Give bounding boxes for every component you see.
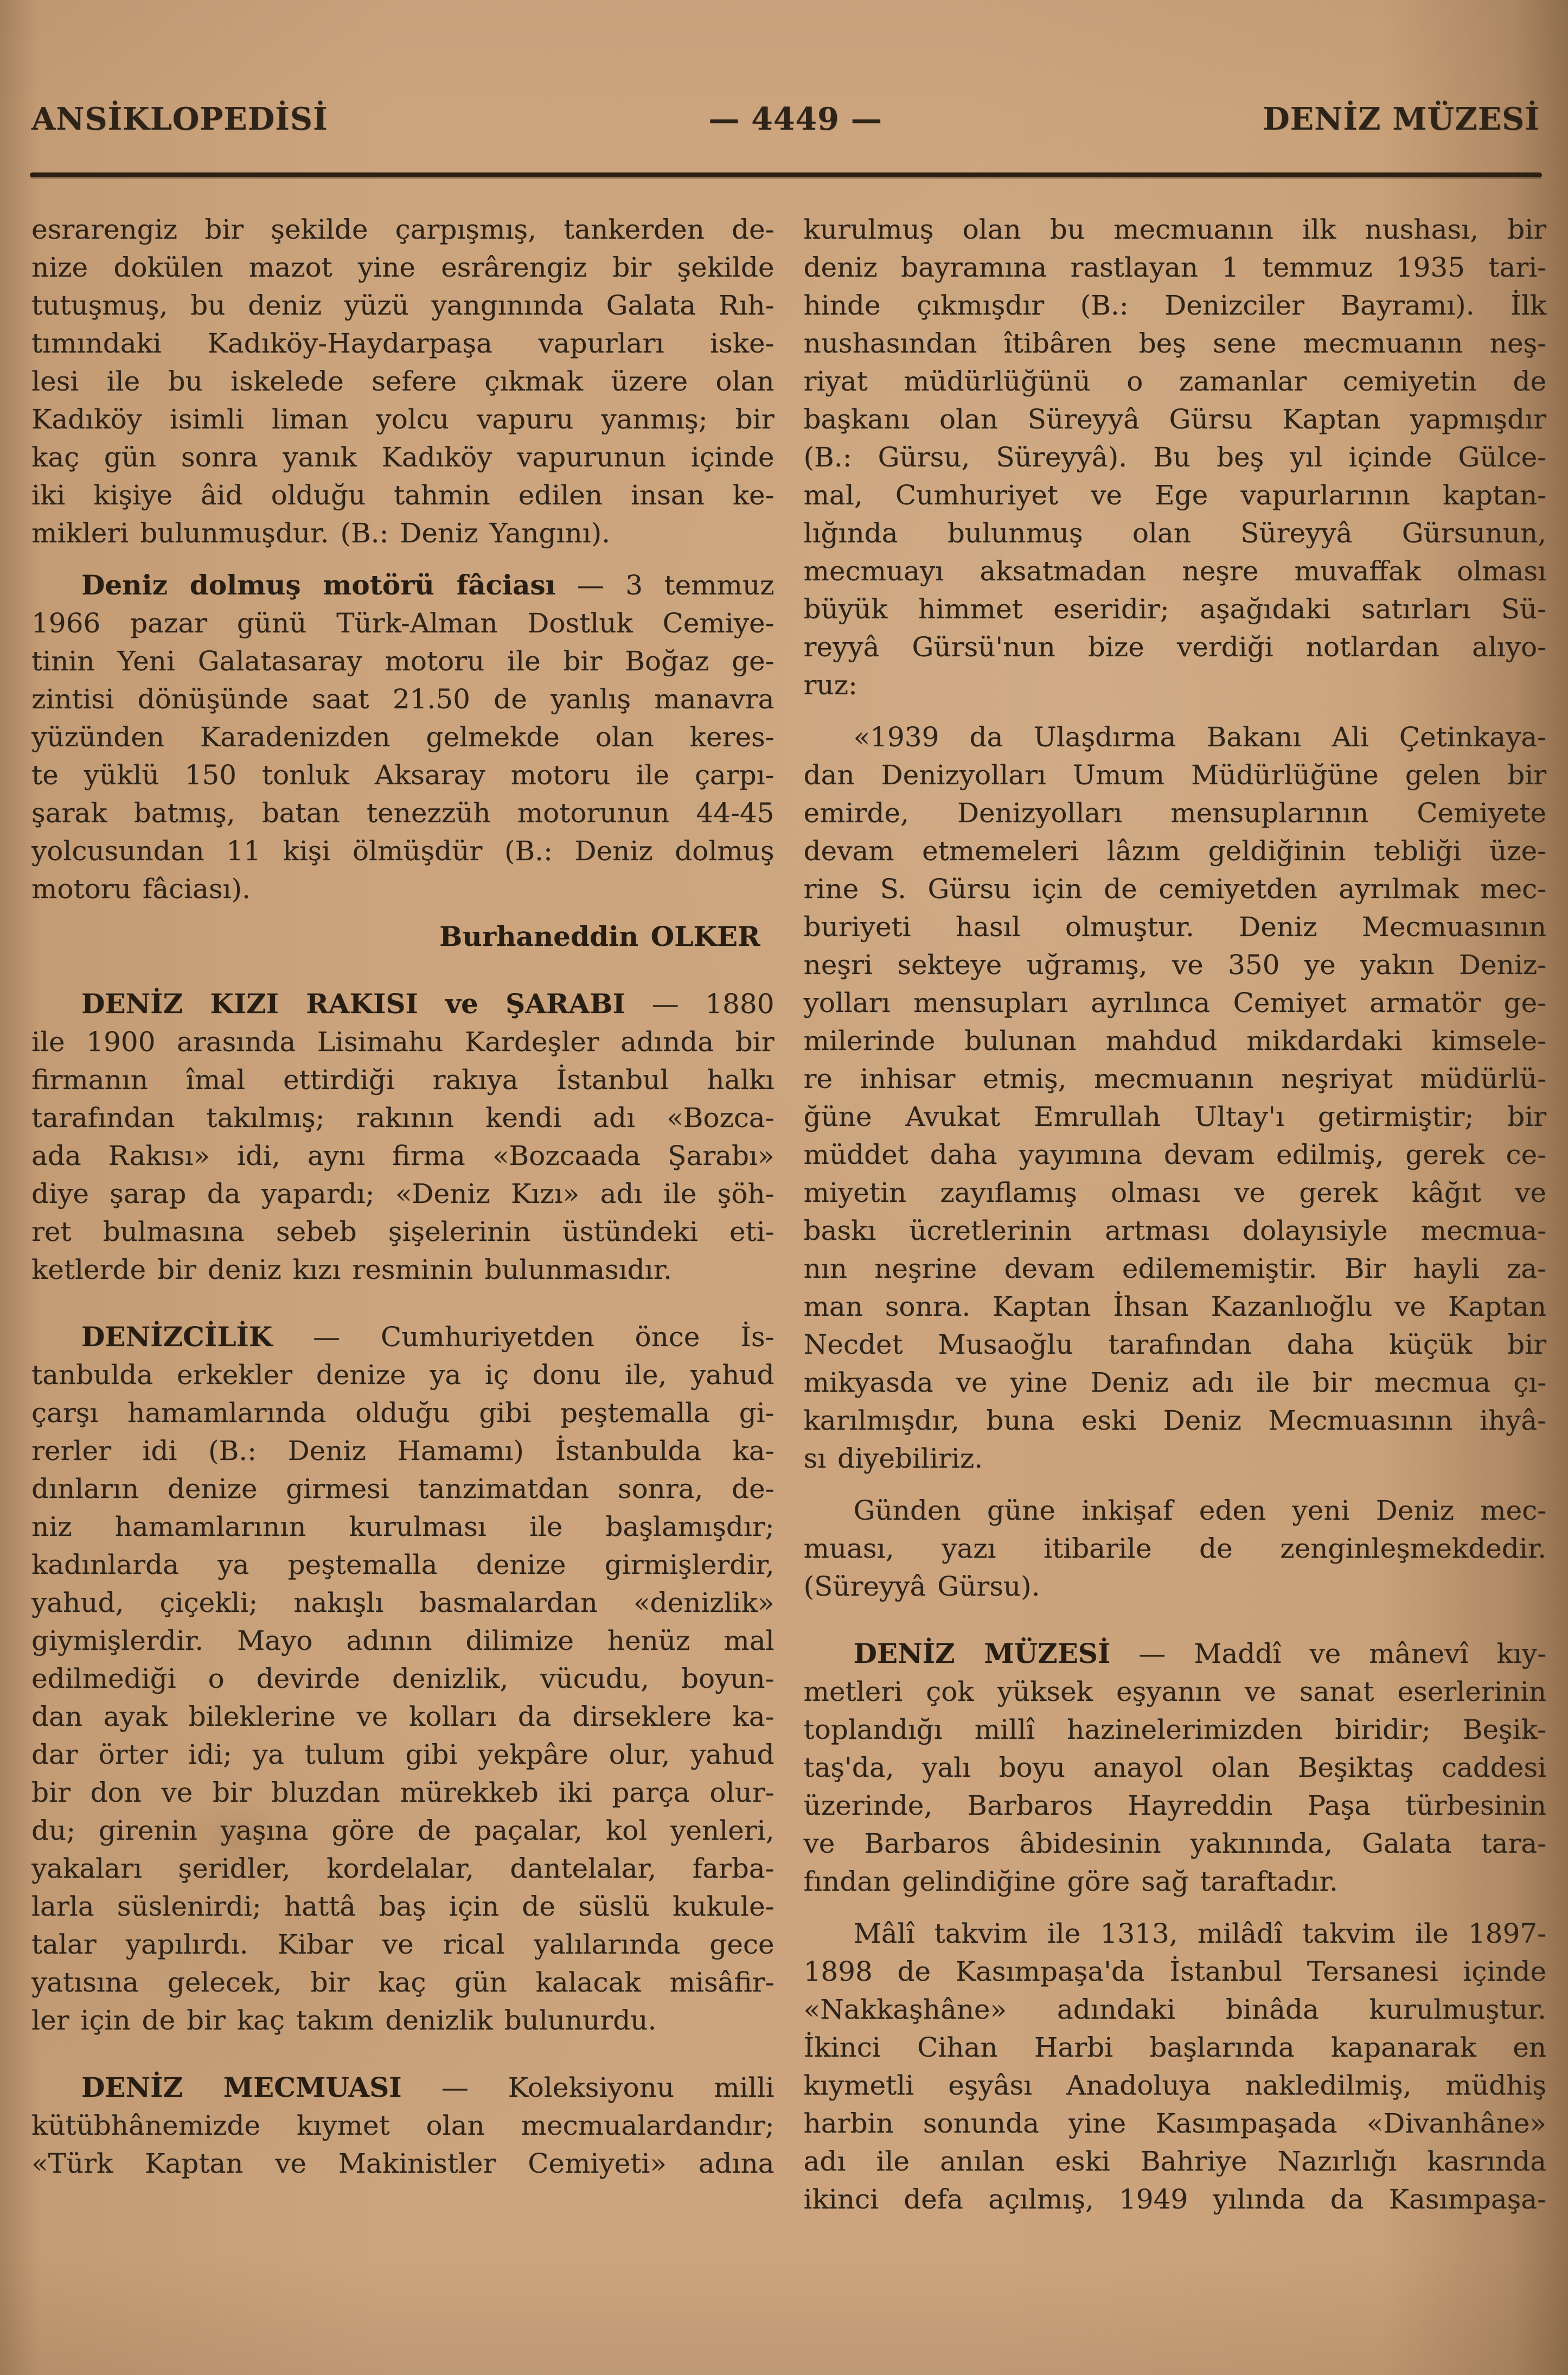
text-line: ketlerde bir deniz kızı resminin bulunmasıdır. xyxy=(31,1254,672,1285)
text-line: kaç gün sonra yanık Kadıköy vapurunun içinde xyxy=(31,441,775,473)
entry-deniz-yangini-continuation xyxy=(31,210,775,552)
text-line: re inhisar etmiş, mecmuanın neşriyat müdürlü- xyxy=(803,1063,1546,1094)
text-line: Kadıköy isimli liman yolcu vapuru yanmış; bir xyxy=(31,404,775,435)
text-line: motoru fâciası). xyxy=(31,873,251,905)
text-line: du; girenin yaşına göre de paçalar, kol yenleri, xyxy=(31,1815,775,1846)
page-header xyxy=(31,101,1540,137)
text-line: şarak batmış, batan tenezzüh motorunun 44-45 xyxy=(31,797,775,829)
text-line: başkanı olan Süreyyâ Gürsu Kaptan yapmışdır xyxy=(803,404,1546,435)
entry-deniz-muzesi-history xyxy=(804,1915,1547,2218)
text-line: diye şarap da yapardı; «Deniz Kızı» adı ile şöh- xyxy=(31,1178,775,1209)
text-line: rine S. Gürsu için de cemiyetden ayrılmak mec- xyxy=(803,873,1546,905)
entry-lead: DENİZ KIZI RAKISI ve ŞARABI xyxy=(81,988,625,1020)
text-line: tarafından takılmış; rakının kendi adı «Bozca- xyxy=(31,1102,775,1134)
text-line: neşri sekteye uğramış, ve 350 ye yakın Deniz- xyxy=(803,949,1546,981)
text-line: üzerinde, Barbaros Hayreddin Paşa türbesinin xyxy=(803,1790,1546,1821)
text-line: lesi ile bu iskelede sefere çıkmak üzere olan xyxy=(31,366,775,397)
text-line: 1898 de Kasımpaşa'da İstanbul Tersanesi içinde xyxy=(803,1956,1546,1987)
text-line: kıymetli eşyâsı Anadoluya nakledilmiş, müdhiş xyxy=(803,2070,1546,2101)
text-line: deniz bayramına rastlayan 1 temmuz 1935 tari- xyxy=(803,252,1546,283)
text-line: tanbulda erkekler denize ya iç donu ile, yahud xyxy=(31,1359,775,1391)
text-line: ikinci defa açılmış, 1949 yılında da Kasımpaşa- xyxy=(803,2184,1546,2215)
text-line: giymişlerdir. Mayo adının dilimize henüz mal xyxy=(31,1625,775,1656)
entry-lead: Deniz dolmuş motörü fâciası xyxy=(81,569,556,601)
text-line: İkinci Cihan Harbi başlarında kapanarak en xyxy=(803,2032,1546,2063)
text-line: dan Denizyolları Umum Müdürlüğüne gelen bir xyxy=(803,759,1546,791)
text-line: ler için de bir kaç takım denizlik bulunurdu. xyxy=(31,2005,657,2036)
text-line: riyat müdürlüğünü o zamanlar cemiyetin de xyxy=(803,366,1546,397)
text-line: kadınlarda ya peştemalla denize girmişlerdir, xyxy=(31,1549,775,1580)
text-line: yakaları şeridler, kordelalar, dantelalar, farba- xyxy=(31,1853,775,1884)
text-line: Mâlî takvim ile 1313, milâdî takvim ile 1897- xyxy=(853,1918,1546,1949)
text-line: tinin Yeni Galatasaray motoru ile bir Boğaz ge- xyxy=(31,645,775,677)
text-line: edilmediği o devirde denizlik, vücudu, boyun- xyxy=(31,1663,775,1694)
text-line: dan ayak bileklerine ve kolları da dirseklere ka- xyxy=(31,1701,775,1732)
text-line: DENİZ KIZI RAKISI ve ŞARABI — 1880 xyxy=(81,988,775,1020)
text-line: larla süslenirdi; hattâ baş için de süslü kukule- xyxy=(31,1891,775,1922)
text-line: baskı ücretlerinin artması dolayısiyle mecmua- xyxy=(803,1215,1546,1246)
text-line: (B.: Gürsu, Süreyyâ). Bu beş yıl içinde Gülce- xyxy=(803,441,1546,473)
text-line: man sonra. Kaptan İhsan Kazanlıoğlu ve Kaptan xyxy=(803,1291,1546,1322)
text-line: kütübhânemizde kıymet olan mecmualardandır; xyxy=(31,2110,775,2141)
text-line: dar örter idi; ya tulum gibi yekpâre olur, yahud xyxy=(31,1739,775,1770)
text-line: (Süreyyâ Gürsu). xyxy=(803,1571,1040,1602)
text-line: DENİZCİLİK — Cumhuriyetden önce İs- xyxy=(81,1321,775,1353)
left-column xyxy=(31,210,775,2218)
text-line: ğüne Avukat Emrullah Ultay'ı getirmiştir; bir xyxy=(803,1101,1546,1132)
entry-deniz-kizi-rakisi-ve-sarabi xyxy=(31,985,775,1289)
text-line: mikleri bulunmuşdur. (B.: Deniz Yangını). xyxy=(31,517,611,549)
text-line: metleri çok yüksek eşyanın ve sanat eserlerinin xyxy=(803,1676,1546,1707)
quote-closing-paragraph xyxy=(804,1491,1547,1605)
text-line: DENİZ MÜZESİ — Maddî ve mânevî kıy- xyxy=(853,1637,1546,1669)
text-line: ve Barbaros âbidesinin yakınında, Galata tara- xyxy=(803,1828,1546,1859)
text-line: bir don ve bir bluzdan mürekkeb iki parça olur- xyxy=(31,1777,775,1808)
text-line: reyyâ Gürsü'nun bize verdiği notlardan alıyo- xyxy=(803,631,1546,663)
text-line: mikyasda ve yine Deniz adı ile bir mecmua çı- xyxy=(803,1367,1546,1398)
entry-lead: DENİZ MÜZESİ xyxy=(853,1637,1111,1669)
text-line: firmanın îmal ettirdiği rakıya İstanbul halkı xyxy=(31,1064,775,1096)
header-publication-title: ANSİKLOPEDİSİ xyxy=(31,101,328,137)
text-line: miyetin zayıflamış olması ve gerek kâğıt ve xyxy=(803,1177,1546,1208)
text-line: muası, yazı itibarile de zenginleşmekdedir. xyxy=(803,1533,1546,1564)
text-line: yatısına gelecek, bir kaç gün kalacak misâfir- xyxy=(31,1967,775,1998)
text-line: harbin sonunda yine Kasımpaşada «Divanhâne» xyxy=(803,2108,1546,2139)
author-signature: Burhaneddin OLKER xyxy=(439,920,760,952)
text-line: fından gelindiğine göre sağ taraftadır. xyxy=(803,1866,1338,1897)
text-line: mal, Cumhuriyet ve Ege vapurlarının kaptan- xyxy=(803,479,1546,511)
text-line: tutuşmuş, bu deniz yüzü yangınında Galata Rıh- xyxy=(31,290,775,321)
text-line: tımındaki Kadıköy-Haydarpaşa vapurları iske- xyxy=(31,328,775,359)
entry-denizcilik xyxy=(31,1318,775,2039)
text-line: sı diyebiliriz. xyxy=(803,1443,983,1474)
text-line: niz hamamlarının kurulması ile başlamışdır; xyxy=(31,1511,775,1542)
text-line: ile 1900 arasında Lisimahu Kardeşler adında bir xyxy=(31,1026,775,1058)
entry-lead: DENİZ MECMUASI xyxy=(81,2071,402,2103)
quote-1939-gursu-notes xyxy=(804,718,1547,1477)
text-line: iki kişiye âid olduğu tahmin edilen insan ke- xyxy=(31,479,775,511)
text-line: yolcusundan 11 kişi ölmüşdür (B.: Deniz dolmuş xyxy=(31,835,775,867)
text-line: emirde, Denizyolları mensuplarının Cemiyete xyxy=(803,797,1546,829)
entry-deniz-muzesi xyxy=(804,1635,1547,1900)
text-line: karılmışdır, buna eski Deniz Mecmuasının ihyâ- xyxy=(803,1405,1546,1436)
header-article-title: DENİZ MÜZESİ xyxy=(1263,101,1540,137)
entry-deniz-mecmuasi xyxy=(31,2069,775,2182)
header-rule xyxy=(30,172,1542,177)
header-page-number: — 4449 — xyxy=(708,101,882,137)
text-line: 1966 pazar günü Türk-Alman Dostluk Cemiye- xyxy=(31,607,775,639)
text-line: DENİZ MECMUASI — Koleksiyonu milli xyxy=(81,2071,775,2103)
text-line: Günden güne inkişaf eden yeni Deniz mec- xyxy=(853,1495,1546,1526)
text-line: dınların denize girmesi tanzimatdan sonra, de- xyxy=(31,1473,775,1505)
text-line: nın neşrine devam edilememiştir. Bir hayli za- xyxy=(803,1253,1546,1284)
text-line: nize dokülen mazot yine esrârengiz bir şekilde xyxy=(31,252,775,283)
text-line: çarşı hamamlarında olduğu gibi peştemalla gi- xyxy=(31,1397,775,1429)
text-line: lığında bulunmuş olan Süreyyâ Gürsunun, xyxy=(803,517,1546,549)
text-line: mecmuayı aksatmadan neşre muvaffak olması xyxy=(803,555,1546,587)
text-line: esrarengiz bir şekilde çarpışmış, tankerden de- xyxy=(31,214,775,245)
text-line: yüzünden Karadenizden gelmekde olan keres- xyxy=(31,721,775,753)
text-line: müddet daha yayımına devam edilmiş, gerek ce- xyxy=(803,1139,1546,1170)
text-line: Necdet Musaoğlu tarafından daha küçük bir xyxy=(803,1329,1546,1360)
text-line: adı ile anılan eski Bahriye Nazırlığı kasrında xyxy=(803,2146,1546,2177)
entry-lead: DENİZCİLİK xyxy=(81,1321,273,1353)
text-columns xyxy=(31,210,1546,2218)
text-line: talar yapılırdı. Kibar ve rical yalılarında gece xyxy=(31,1929,775,1960)
text-line: Deniz dolmuş motörü fâciası — 3 temmuz xyxy=(81,569,775,601)
text-line: «1939 da Ulaşdırma Bakanı Ali Çetinkaya- xyxy=(853,721,1546,753)
text-line: yolları mensupları ayrılınca Cemiyet armatör ge- xyxy=(803,987,1546,1019)
text-line: buriyeti hasıl olmuştur. Deniz Mecmuasının xyxy=(803,911,1546,943)
text-line: yahud, çiçekli; nakışlı basmalardan «denizlik» xyxy=(31,1587,775,1618)
text-line: te yüklü 150 tonluk Aksaray motoru ile çarpı- xyxy=(31,759,775,791)
text-line: hinde çıkmışdır (B.: Denizciler Bayramı). İlk xyxy=(803,290,1546,321)
text-line: ruz: xyxy=(803,669,857,701)
entry-deniz-dolmus-motoru-faciasi xyxy=(31,566,775,908)
text-line: devam etmemeleri lâzım geldiğinin tebliği üze- xyxy=(803,835,1546,867)
text-line: ada Rakısı» idi, aynı firma «Bozcaada Şarabı» xyxy=(31,1140,775,1172)
text-line: toplandığı millî hazinelerimizden biridir; Beşik- xyxy=(803,1714,1546,1745)
text-line: zintisi dönüşünde saat 21.50 de yanlış manavra xyxy=(31,683,775,715)
entry-deniz-mecmuasi-continuation xyxy=(804,210,1547,704)
text-line: milerinde bulunan mahdud mikdardaki kimsele- xyxy=(803,1025,1546,1057)
right-column xyxy=(804,210,1547,2218)
text-line: «Türk Kaptan ve Makinistler Cemiyeti» adına xyxy=(31,2148,775,2179)
text-line: taş'da, yalı boyu anayol olan Beşiktaş caddesi xyxy=(803,1752,1546,1783)
text-line: ret bulmasına sebeb şişelerinin üstündeki eti- xyxy=(31,1216,775,1247)
text-line: nushasından îtibâren beş sene mecmuanın neş- xyxy=(803,328,1546,359)
text-line: «Nakkaşhâne» adındaki binâda kurulmuştur. xyxy=(803,1994,1546,2025)
text-line: rerler idi (B.: Deniz Hamamı) İstanbulda ka- xyxy=(31,1435,775,1467)
text-line: büyük himmet eseridir; aşağıdaki satırları Sü- xyxy=(803,593,1546,625)
text-line: kurulmuş olan bu mecmuanın ilk nushası, bir xyxy=(803,214,1546,245)
